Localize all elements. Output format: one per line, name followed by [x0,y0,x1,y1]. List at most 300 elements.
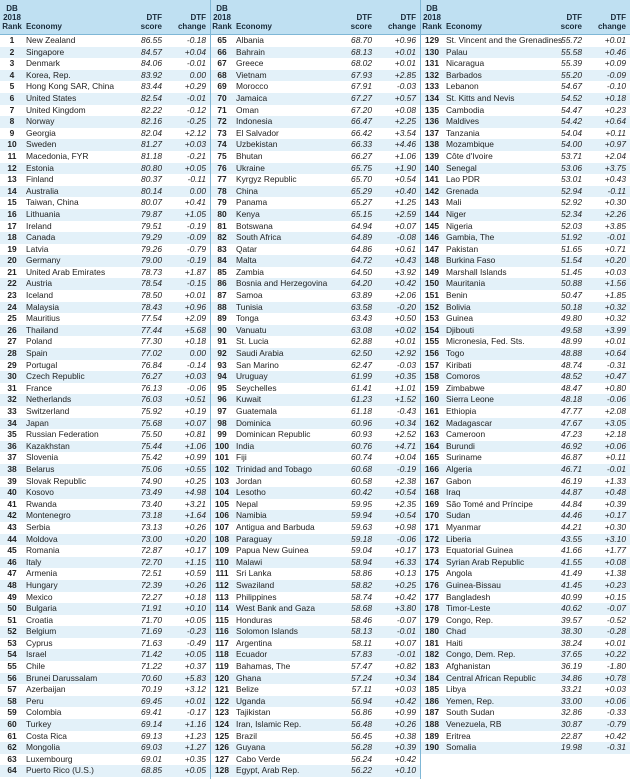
rank-cell: 178 [425,603,439,614]
dtf-change-cell: -0.33 [606,707,626,718]
economy-cell: Sweden [26,139,57,150]
table-row [420,348,630,360]
dtf-change-cell: -0.31 [606,359,626,370]
economy-cell: Venezuela, RB [446,719,502,730]
rank-cell: 53 [7,637,17,648]
dtf-change-cell: +0.17 [184,545,206,556]
table-row [420,244,630,256]
table-row [420,499,630,511]
economy-cell: Mongolia [26,742,60,753]
dtf-change-cell: +0.18 [184,591,206,602]
rank-cell: 34 [7,417,17,428]
dtf-change-cell: +0.07 [394,637,416,648]
economy-cell: Russian Federation [26,429,99,440]
economy-cell: Vietnam [236,69,267,80]
dtf-change-cell: +0.82 [394,661,416,672]
rank-cell: 189 [425,730,439,741]
table-row [0,545,210,557]
dtf-score-cell: 73.00 [141,533,162,544]
economy-cell: Malaysia [26,301,60,312]
table-row [420,209,630,221]
rank-cell: 5 [9,81,15,92]
header-economy: Economy [236,22,273,31]
dtf-change-cell: -0.17 [186,707,206,718]
dtf-change-cell: +0.26 [184,579,206,590]
economy-cell: Equatorial Guinea [446,545,514,556]
rank-cell: 47 [7,568,17,579]
economy-cell: Côte d'Ivoire [446,150,493,161]
dtf-change-cell: +0.32 [604,301,626,312]
economy-cell: Mozambique [446,139,494,150]
dtf-score-cell: 54.00 [561,139,582,150]
dtf-score-cell: 33.21 [561,684,582,695]
dtf-score-cell: 86.55 [141,35,162,45]
dtf-score-cell: 63.89 [351,290,372,301]
dtf-change-cell: -0.10 [606,81,626,92]
rank-cell: 154 [425,324,439,335]
rank-cell: 132 [425,69,439,80]
rank-cell: 153 [425,313,439,324]
dtf-change-cell: +2.38 [394,475,416,486]
table-row [210,267,420,279]
dtf-change-cell: +2.59 [394,208,416,219]
economy-cell: Poland [26,336,53,347]
dtf-change-cell: -0.28 [606,626,626,637]
dtf-score-cell: 52.34 [561,208,582,219]
dtf-score-cell: 65.75 [351,162,372,173]
economy-cell: Honduras [236,614,273,625]
economy-cell: St. Kitts and Nevis [446,92,515,103]
dtf-change-cell: +1.06 [394,150,416,161]
economy-cell: Egypt, Arab Rep. [236,765,300,776]
table-row [0,93,210,105]
dtf-score-cell: 78.73 [141,266,162,277]
table-row [0,580,210,592]
rank-cell: 14 [7,185,17,196]
economy-cell: Nepal [236,498,258,509]
rank-cell: 18 [7,232,17,243]
dtf-score-cell: 60.96 [351,417,372,428]
dtf-change-cell: +0.07 [184,417,206,428]
dtf-score-cell: 62.50 [351,348,372,359]
economy-cell: Turkey [26,719,52,730]
table-row [0,742,210,754]
table-row [0,441,210,453]
economy-cell: Taiwan, China [26,197,79,208]
rank-cell: 91 [217,336,227,347]
table-row [0,696,210,708]
table-column-1 [0,0,210,777]
table-row [210,429,420,441]
table-row [0,302,210,314]
economy-cell: Ireland [26,220,52,231]
dtf-score-cell: 37.65 [561,649,582,660]
rank-cell: 177 [425,591,439,602]
economy-cell: United States [26,92,77,103]
rank-cell: 102 [215,463,229,474]
rank-cell: 159 [425,382,439,393]
dtf-change-cell: +0.37 [184,661,206,672]
dtf-score-cell: 60.42 [351,487,372,498]
economy-cell: Ghana [236,672,262,683]
economy-cell: Georgia [26,127,56,138]
header-dtf-score: DTF score [140,13,162,31]
dtf-score-cell: 60.74 [351,452,372,463]
rank-cell: 70 [217,92,227,103]
table-row [210,197,420,209]
dtf-change-cell: -0.06 [396,533,416,544]
dtf-change-cell: +0.17 [604,510,626,521]
economy-cell: Belize [236,684,259,695]
dtf-score-cell: 56.45 [351,730,372,741]
economy-cell: Maldives [446,116,480,127]
dtf-change-cell: +3.75 [604,162,626,173]
rank-cell: 142 [425,185,439,196]
dtf-score-cell: 64.72 [351,255,372,266]
economy-cell: Burundi [446,440,475,451]
rank-cell: 20 [7,255,17,266]
economy-cell: Guinea [446,313,474,324]
rank-cell: 88 [217,301,227,312]
dtf-change-cell: +0.43 [394,255,416,266]
economy-cell: Latvia [26,243,49,254]
economy-cell: Somalia [446,742,477,753]
table-row [420,35,630,47]
dtf-change-cell: -0.03 [396,359,416,370]
economy-cell: Uzbekistan [236,139,278,150]
dtf-change-cell: +0.39 [394,742,416,753]
table-row [0,128,210,140]
dtf-change-cell: +0.34 [394,417,416,428]
dtf-change-cell: +3.54 [394,127,416,138]
dtf-change-cell: -0.19 [396,463,416,474]
rank-cell: 28 [7,348,17,359]
economy-cell: Mauritius [26,313,60,324]
rank-cell: 99 [217,429,227,440]
rank-cell: 40 [7,487,17,498]
economy-cell: Korea, Rep. [26,69,71,80]
dtf-change-cell: +1.23 [184,730,206,741]
dtf-score-cell: 79.26 [141,243,162,254]
header-dtf-change: DTF change [387,13,416,31]
dtf-score-cell: 48.52 [561,371,582,382]
table-row [420,557,630,569]
table-row [420,93,630,105]
rank-cell: 165 [425,452,439,463]
table-row [0,487,210,499]
table-row [420,696,630,708]
dtf-change-cell: +0.04 [184,46,206,57]
header-dtf-change: DTF change [597,13,626,31]
dtf-score-cell: 80.37 [141,174,162,185]
economy-cell: Slovak Republic [26,475,87,486]
rank-cell: 60 [7,719,17,730]
dtf-score-cell: 65.70 [351,174,372,185]
economy-cell: Uruguay [236,371,268,382]
dtf-score-cell: 71.70 [141,614,162,625]
rank-cell: 190 [425,742,439,753]
dtf-score-cell: 63.08 [351,324,372,335]
economy-cell: Macedonia, FYR [26,150,89,161]
header-economy: Economy [26,22,63,31]
rank-cell: 87 [217,290,227,301]
table-row [0,383,210,395]
economy-cell: Netherlands [26,394,72,405]
dtf-score-cell: 68.02 [351,58,372,69]
dtf-score-cell: 59.94 [351,510,372,521]
table-row [0,290,210,302]
table-row [420,476,630,488]
dtf-score-cell: 71.63 [141,637,162,648]
rank-cell: 27 [7,336,17,347]
economy-cell: Kiribati [446,359,472,370]
dtf-score-cell: 58.46 [351,614,372,625]
dtf-change-cell: +0.54 [394,487,416,498]
table-row [210,765,420,777]
table-row [0,35,210,47]
dtf-change-cell: +0.32 [604,313,626,324]
dtf-change-cell: +0.38 [394,730,416,741]
table-row [420,290,630,302]
table-row [210,476,420,488]
rank-cell: 51 [7,614,17,625]
dtf-score-cell: 78.50 [141,290,162,301]
table-row [0,81,210,93]
economy-cell: Estonia [26,162,54,173]
rank-cell: 24 [7,301,17,312]
economy-cell: Austria [26,278,53,289]
table-row [420,406,630,418]
economy-cell: Jordan [236,475,262,486]
economy-cell: Seychelles [236,382,277,393]
table-row [210,684,420,696]
rank-cell: 183 [425,661,439,672]
dtf-score-cell: 65.15 [351,208,372,219]
rank-cell: 78 [217,185,227,196]
dtf-score-cell: 60.76 [351,440,372,451]
economy-cell: Costa Rica [26,730,67,741]
economy-cell: Morocco [236,81,269,92]
rank-cell: 1 [9,35,15,45]
economy-cell: Lao PDR [446,174,480,185]
dtf-change-cell: +0.23 [604,104,626,115]
dtf-change-cell: +0.41 [184,197,206,208]
economy-cell: Senegal [446,162,477,173]
dtf-change-cell: +0.43 [604,174,626,185]
dtf-change-cell: +3.85 [604,220,626,231]
economy-cell: Rwanda [26,498,57,509]
economy-cell: Sudan [446,510,471,521]
economy-cell: Grenada [446,185,479,196]
table-row [420,568,630,580]
table-row [0,325,210,337]
dtf-change-cell: +2.08 [604,406,626,416]
dtf-score-cell: 52.94 [561,185,582,196]
economy-cell: Algeria [446,463,473,474]
economy-cell: Japan [26,417,49,428]
dtf-change-cell: +0.01 [184,695,206,706]
table-row [0,244,210,256]
dtf-score-cell: 58.82 [351,579,372,590]
rank-cell: 119 [215,661,229,672]
dtf-change-cell: 0.00 [189,69,206,80]
economy-cell: Antigua and Barbuda [236,521,315,532]
rank-cell: 42 [7,510,17,521]
table-row [420,522,630,534]
economy-cell: Solomon Islands [236,626,298,637]
dtf-score-cell: 59.18 [351,533,372,544]
rank-cell: 7 [9,104,15,115]
table-row [0,522,210,534]
economy-cell: Swaziland [236,579,275,590]
dtf-score-cell: 48.99 [561,336,582,347]
dtf-change-cell: +0.01 [604,336,626,347]
dtf-change-cell: +0.51 [184,394,206,405]
dtf-score-cell: 36.19 [561,661,582,672]
table-row [0,70,210,82]
dtf-score-cell: 41.66 [561,545,582,556]
rank-cell: 157 [425,359,439,370]
table-row [420,719,630,731]
dtf-change-cell: -0.07 [396,614,416,625]
economy-cell: Angola [446,568,473,579]
table-header [420,0,630,35]
economy-cell: Thailand [26,324,59,335]
header-rank: DB 2018 Rank [212,4,232,31]
economy-cell: Brunei Darussalam [26,672,98,683]
dtf-change-cell: +0.29 [184,81,206,92]
dtf-score-cell: 77.54 [141,313,162,324]
dtf-change-cell: +0.42 [394,591,416,602]
rank-cell: 3 [9,58,15,69]
dtf-change-cell: +2.92 [394,348,416,359]
table-row [0,116,210,128]
economy-cell: Kenya [236,208,260,219]
table-row [210,290,420,302]
economy-cell: Puerto Rico (U.S.) [26,765,94,776]
table-row [420,313,630,325]
table-row [210,348,420,360]
dtf-score-cell: 22.87 [561,730,582,741]
economy-cell: Jamaica [236,92,268,103]
table-row [0,626,210,638]
dtf-score-cell: 56.24 [351,753,372,764]
table-row [210,313,420,325]
table-row [210,336,420,348]
dtf-score-cell: 44.87 [561,487,582,498]
table-row [0,765,210,777]
dtf-score-cell: 67.91 [351,81,372,92]
economy-cell: Dominica [236,417,271,428]
dtf-score-cell: 60.93 [351,429,372,440]
rank-cell: 145 [425,220,439,231]
dtf-change-cell: +0.96 [394,35,416,45]
rank-cell: 124 [215,719,229,730]
table-row [0,592,210,604]
dtf-score-cell: 70.60 [141,672,162,683]
table-row [210,58,420,70]
economy-cell: Lithuania [26,208,60,219]
table-row [0,174,210,186]
header-dtf-score: DTF score [560,13,582,31]
dtf-score-cell: 56.28 [351,742,372,753]
dtf-score-cell: 72.39 [141,579,162,590]
table-row [0,684,210,696]
dtf-change-cell: +0.23 [604,579,626,590]
dtf-score-cell: 82.16 [141,116,162,127]
dtf-score-cell: 58.86 [351,568,372,579]
table-row [0,221,210,233]
table-row [0,510,210,522]
dtf-score-cell: 75.50 [141,429,162,440]
table-row [420,163,630,175]
dtf-change-cell: +3.80 [394,603,416,614]
table-row [210,626,420,638]
dtf-score-cell: 80.07 [141,197,162,208]
economy-cell: Guinea-Bissau [446,579,501,590]
dtf-score-cell: 41.55 [561,556,582,567]
table-row [420,197,630,209]
rank-cell: 81 [217,220,227,231]
rank-cell: 164 [425,440,439,451]
dtf-score-cell: 56.86 [351,707,372,718]
table-row [420,452,630,464]
rank-cell: 134 [425,92,439,103]
rank-cell: 160 [425,394,439,405]
rank-cell: 105 [215,498,229,509]
rank-cell: 95 [217,382,227,393]
table-row [0,255,210,267]
dtf-change-cell: +0.19 [184,406,206,416]
dtf-change-cell: +0.03 [604,684,626,695]
rank-cell: 16 [7,208,17,219]
table-row [210,510,420,522]
dtf-change-cell: -0.07 [606,603,626,614]
dtf-score-cell: 58.74 [351,591,372,602]
rank-cell: 103 [215,475,229,486]
table-row [420,394,630,406]
rank-cell: 19 [7,243,17,254]
rank-cell: 68 [217,69,227,80]
table-row [210,232,420,244]
dtf-score-cell: 69.45 [141,695,162,706]
dtf-change-cell: +0.59 [184,568,206,579]
economy-cell: Syrian Arab Republic [446,556,525,567]
table-row [420,336,630,348]
dtf-score-cell: 76.27 [141,371,162,382]
rank-cell: 9 [9,127,15,138]
dtf-change-cell: +0.01 [604,35,626,45]
dtf-change-cell: +0.54 [394,174,416,185]
rank-cell: 74 [217,139,227,150]
dtf-change-cell: +1.06 [184,440,206,451]
rank-cell: 127 [215,753,229,764]
economy-cell: Switzerland [26,406,70,416]
dtf-score-cell: 72.27 [141,591,162,602]
dtf-change-cell: +0.78 [604,672,626,683]
dtf-change-cell: -0.21 [186,150,206,161]
dtf-score-cell: 71.22 [141,661,162,672]
dtf-score-cell: 70.19 [141,684,162,695]
rank-cell: 41 [7,498,17,509]
table-row [420,429,630,441]
dtf-score-cell: 75.44 [141,440,162,451]
dtf-score-cell: 58.94 [351,556,372,567]
table-row [210,673,420,685]
economy-cell: Hong Kong SAR, China [26,81,114,92]
table-row [420,174,630,186]
economy-cell: Slovenia [26,452,59,463]
